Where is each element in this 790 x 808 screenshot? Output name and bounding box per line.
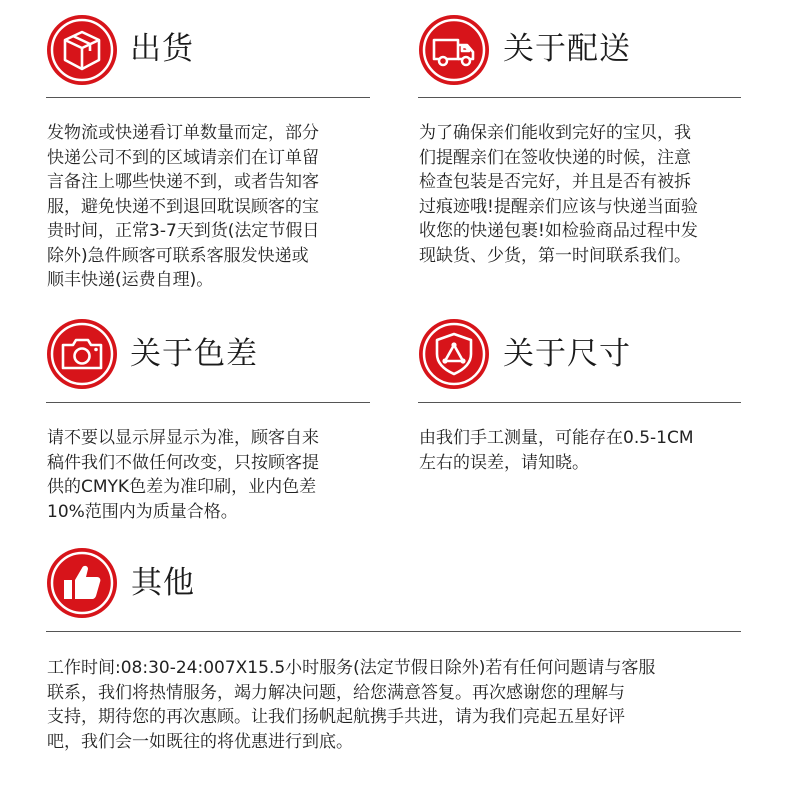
section-body-shipping (47, 121, 377, 293)
text-line: 工作时间:08:30-24:007X15.5小时服务(法定节假日除外)若有任何问题请与客服 (47, 658, 656, 678)
color-icon-badge (46, 318, 118, 390)
section-title-delivery: 关于配送 (503, 31, 631, 67)
section-title-color: 关于色差 (130, 336, 258, 372)
text-line: 稿件我们不做任何改变，只按顾客提 (47, 452, 319, 473)
shield-triangle-icon (418, 318, 490, 390)
section-title-shipping: 出货 (130, 31, 194, 67)
text-line: 供的CMYK色差为准印刷，业内色差 (47, 477, 317, 497)
thumbs-up-icon (46, 547, 118, 619)
size-icon-badge (418, 318, 490, 390)
text-line: 发物流或快递看订单数量而定，部分 (47, 123, 319, 143)
text-line: 由我们手工测量，可能存在0.5-1CM (419, 428, 694, 448)
text-line: 快递公司不到的区域请亲们在订单留 (47, 147, 319, 168)
shipping-icon-badge (46, 14, 118, 86)
text-line: 收您的快递包裹!如检验商品过程中发 (419, 221, 698, 241)
section-body-size (419, 426, 754, 475)
divider-size (418, 402, 741, 403)
text-line: 10%范围内为质量合格。 (47, 501, 238, 522)
text-line: 吧，我们会一如既往的将优惠进行到底。 (47, 731, 353, 752)
text-line: 除外)急件顾客可联系客服发快递或 (47, 245, 309, 266)
text-line: 现缺货、少货，第一时间联系我们。 (419, 245, 691, 266)
text-line: 们提醒亲们在签收快递的时候，注意 (419, 147, 691, 168)
text-line: 为了确保亲们能收到完好的宝贝，我 (419, 123, 691, 143)
delivery-truck-icon (418, 14, 490, 86)
text-line: 左右的误差，请知晓。 (419, 452, 589, 473)
divider-other (46, 631, 741, 632)
text-line: 服，避免快递不到退回耽误顾客的宝 (47, 196, 319, 217)
section-title-other: 其他 (131, 565, 195, 601)
text-line: 贵时间，正常3-7天到货(法定节假日 (47, 221, 320, 241)
section-body-other (47, 656, 757, 754)
text-line: 过痕迹哦!提醒亲们应该与快递当面验 (419, 196, 698, 217)
text-line: 请不要以显示屏显示为准，顾客自来 (47, 428, 319, 448)
divider-shipping (46, 97, 370, 98)
section-title-size: 关于尺寸 (503, 336, 631, 372)
other-icon-badge (46, 547, 118, 619)
delivery-icon-badge (418, 14, 490, 86)
text-line: 支持，期待您的再次惠顾。让我们扬帆起航携手共进，请为我们亮起五星好评 (47, 707, 625, 727)
section-body-delivery (419, 121, 749, 268)
text-line: 检查包装是否完好，并且是否有被拆 (419, 172, 691, 192)
divider-color (46, 402, 370, 403)
text-line: 顺丰快递(运费自理)。 (47, 270, 214, 290)
camera-icon (46, 318, 118, 390)
text-line: 言备注上哪些快递不到，或者告知客 (47, 172, 319, 192)
section-body-color (47, 426, 377, 524)
text-line: 联系，我们将热情服务，竭力解决问题，给您满意答复。再次感谢您的理解与 (47, 682, 625, 703)
package-box-icon (46, 14, 118, 86)
divider-delivery (418, 97, 741, 98)
